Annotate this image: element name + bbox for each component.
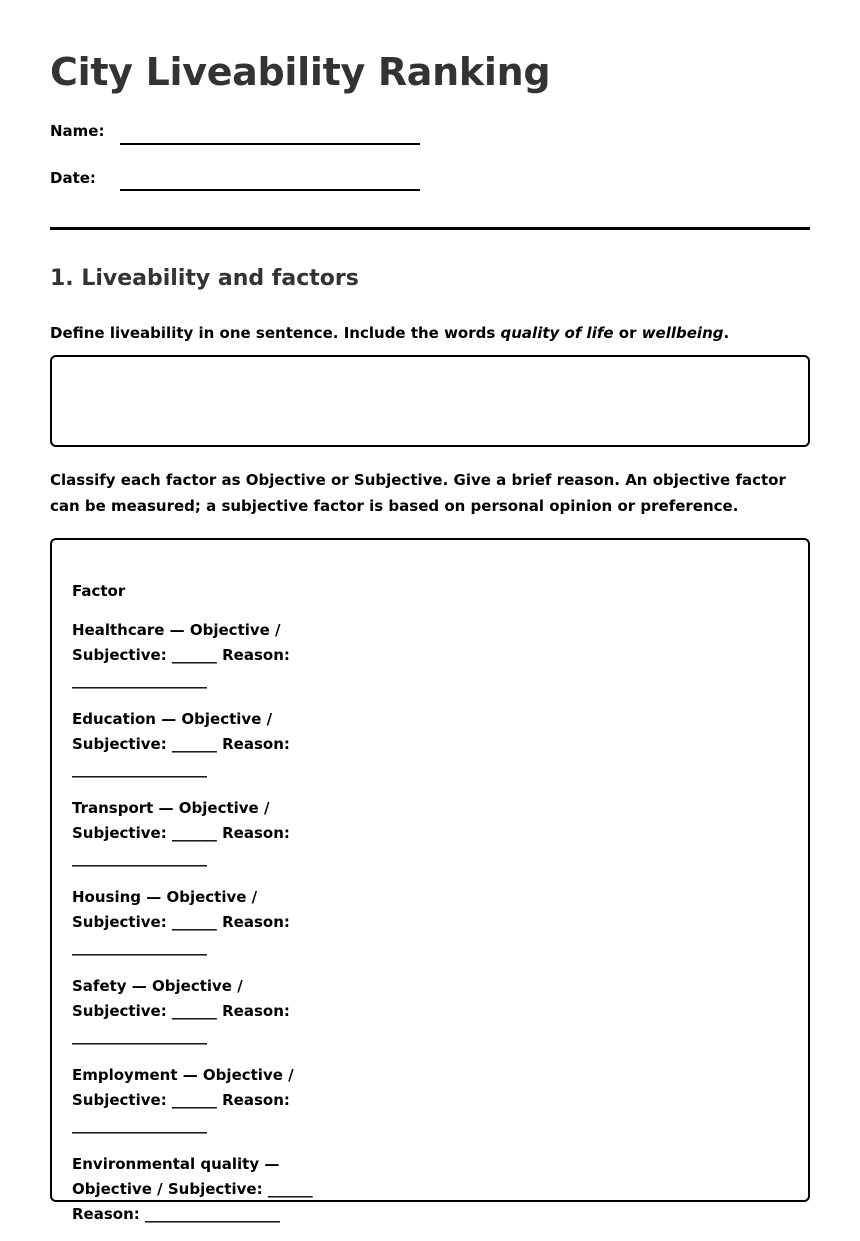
define-prompt — [50, 320, 810, 346]
section-heading: 1. Liveability and factors — [50, 266, 359, 291]
define-prompt-end: . — [723, 324, 730, 342]
name-label: Name: — [50, 122, 105, 140]
factor-list — [72, 578, 332, 1241]
define-term-quality-of-life: quality of life — [500, 324, 614, 342]
factor-column-header: Factor — [72, 582, 126, 600]
define-term-wellbeing: wellbeing — [641, 324, 724, 342]
classification-box — [50, 538, 810, 1223]
factor-item-healthcare[interactable]: Healthcare — Objective / Subjective: ______ Reason: __________________ — [72, 621, 290, 689]
factor-item-environmental-quality[interactable]: Environmental quality — Objective / Subjective: ______ Reason: __________________ — [72, 1155, 313, 1223]
date-input-line[interactable] — [120, 189, 420, 191]
factor-item-transport[interactable]: Transport — Objective / Subjective: ______ Reason: __________________ — [72, 799, 290, 867]
date-label: Date: — [50, 169, 96, 187]
header-divider — [50, 227, 810, 230]
factor-item-education[interactable]: Education — Objective / Subjective: ______ Reason: __________________ — [72, 710, 290, 778]
definition-answer-box[interactable] — [50, 355, 810, 447]
define-prompt-or: or — [613, 324, 642, 342]
classify-prompt: Classify each factor as Objective or Subjective. Give a brief reason. An objective factor can be measured; a subjective factor is based on personal opinion or preference. — [50, 471, 786, 515]
factor-item-housing[interactable]: Housing — Objective / Subjective: ______ Reason: __________________ — [72, 888, 290, 956]
page-title: City Liveability Ranking — [50, 50, 551, 94]
factor-item-safety[interactable]: Safety — Objective / Subjective: ______ Reason: __________________ — [72, 977, 290, 1045]
factor-item-employment[interactable]: Employment — Objective / Subjective: ______ Reason: __________________ — [72, 1066, 294, 1134]
define-prompt-start: Define liveability in one sentence. Include the words — [50, 324, 501, 342]
name-input-line[interactable] — [120, 143, 420, 145]
